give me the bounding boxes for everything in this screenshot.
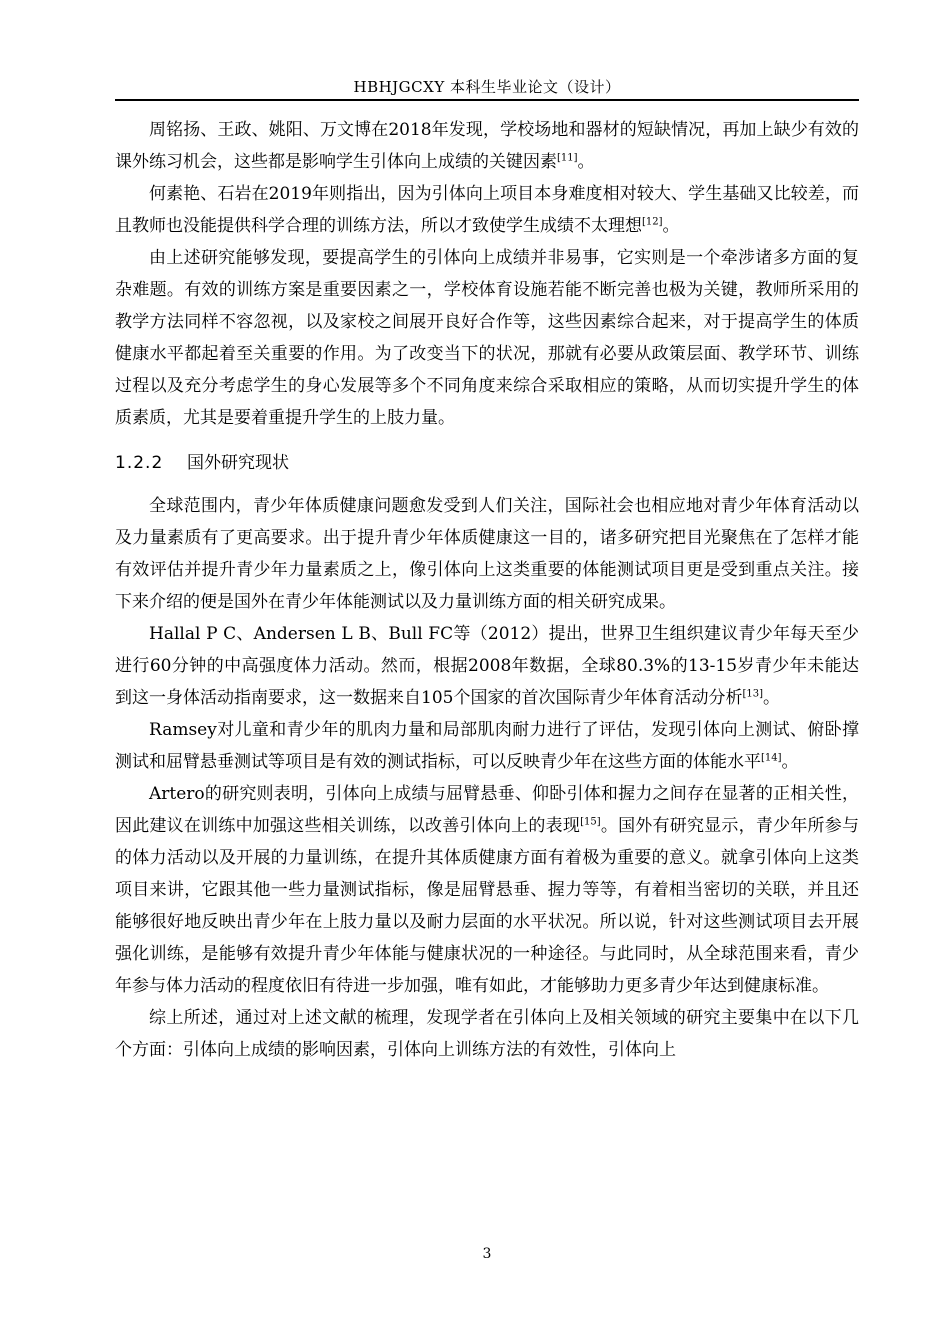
paragraph: 由上述研究能够发现，要提高学生的引体向上成绩并非易事，它实则是一个牵涉诸多方面的复杂难题。有效的训练方案是重要因素之一，学校体育设施若能不断完善也极为关键，教师所采用的教学方法同样不容忽视，以及家校之间展开良好合作等，这些因素综合起来，对于提高学生的体质健康水平都起着至关重要的作用。为了改变当下的状况，那就有必要从政策层面、教学环节、训练过程以及充分考虑学生的身心发展等多个不同角度来综合采取相应的策略，从而切实提升学生的体质素质，尤其是要着重提升学生的上肢力量。 [115, 248, 859, 428]
paragraph: 综上所述，通过对上述文献的梳理，发现学者在引体向上及相关领域的研究主要集中在以下几个方面：引体向上成绩的影响因素，引体向上训练方法的有效性，引体向上 [115, 1008, 859, 1060]
citation: [15] [580, 816, 601, 828]
citation: [12] [642, 216, 663, 228]
citation: [11] [557, 152, 578, 164]
paragraph: 何素艳、石岩在2019年则指出，因为引体向上项目本身难度相对较大、学生基础又比较差，而且教师也没能提供科学合理的训练方法，所以才致使学生成绩不太理想[12]。 [115, 184, 859, 236]
section-number: 1.2.2 [115, 453, 164, 473]
paragraph: 全球范围内，青少年体质健康问题愈发受到人们关注，国际社会也相应地对青少年体育活动以及力量素质有了更高要求。出于提升青少年体质健康这一目的，诸多研究把目光聚焦在了怎样才能有效评估并提升青少年力量素质之上，像引体向上这类重要的体能测试项目更是受到重点关注。接下来介绍的便是国外在青少年体能测试以及力量训练方面的相关研究成果。 [115, 496, 859, 612]
paragraph: 周铭扬、王政、姚阳、万文博在2018年发现，学校场地和器材的短缺情况，再加上缺少有效的课外练习机会，这些都是影响学生引体向上成绩的关键因素[11]。 [115, 120, 859, 172]
paragraph: Hallal P C、Andersen L B、Bull FC等（2012）提出，世界卫生组织建议青少年每天至少进行60分钟的中高强度体力活动。然而，根据2008年数据，全球80.3%的13-15岁青少年未能达到这一身体活动指南要求，这一数据来自105个国家的首次国际青少年体育活动分析[13]。 [115, 624, 859, 708]
paragraph: Artero的研究则表明，引体向上成绩与屈臂悬垂、仰卧引体和握力之间存在显著的正相关性，因此建议在训练中加强这些相关训练，以改善引体向上的表现[15]。国外有研究显示，青少年所参与的体力活动以及开展的力量训练，在提升其体质健康方面有着极为重要的意义。就拿引体向上这类项目来讲，它跟其他一些力量测试指标，像是屈臂悬垂、握力等等，有着相当密切的关联，并且还能够很好地反映出青少年在上肢力量以及耐力层面的水平状况。所以说，针对这些测试项目去开展强化训练，是能够有效提升青少年体能与健康状况的一种途径。与此同时，从全球范围来看，青少年参与体力活动的程度依旧有待进一步加强，唯有如此，才能够助力更多青少年达到健康标准。 [115, 784, 860, 996]
section-heading [115, 448, 859, 478]
citation: [14] [761, 752, 782, 764]
page-header: HBHJGCXY 本科生毕业论文（设计） [353, 78, 621, 96]
header-divider [115, 99, 859, 101]
section-title: 国外研究现状 [187, 453, 289, 473]
paragraph: Ramsey对儿童和青少年的肌肉力量和局部肌肉耐力进行了评估，发现引体向上测试、俯卧撑测试和屈臂悬垂测试等项目是有效的测试指标，可以反映青少年在这些方面的体能水平[14]。 [115, 720, 859, 772]
document-body [115, 114, 859, 1066]
page-number: 3 [482, 1246, 492, 1262]
citation: [13] [742, 688, 763, 700]
